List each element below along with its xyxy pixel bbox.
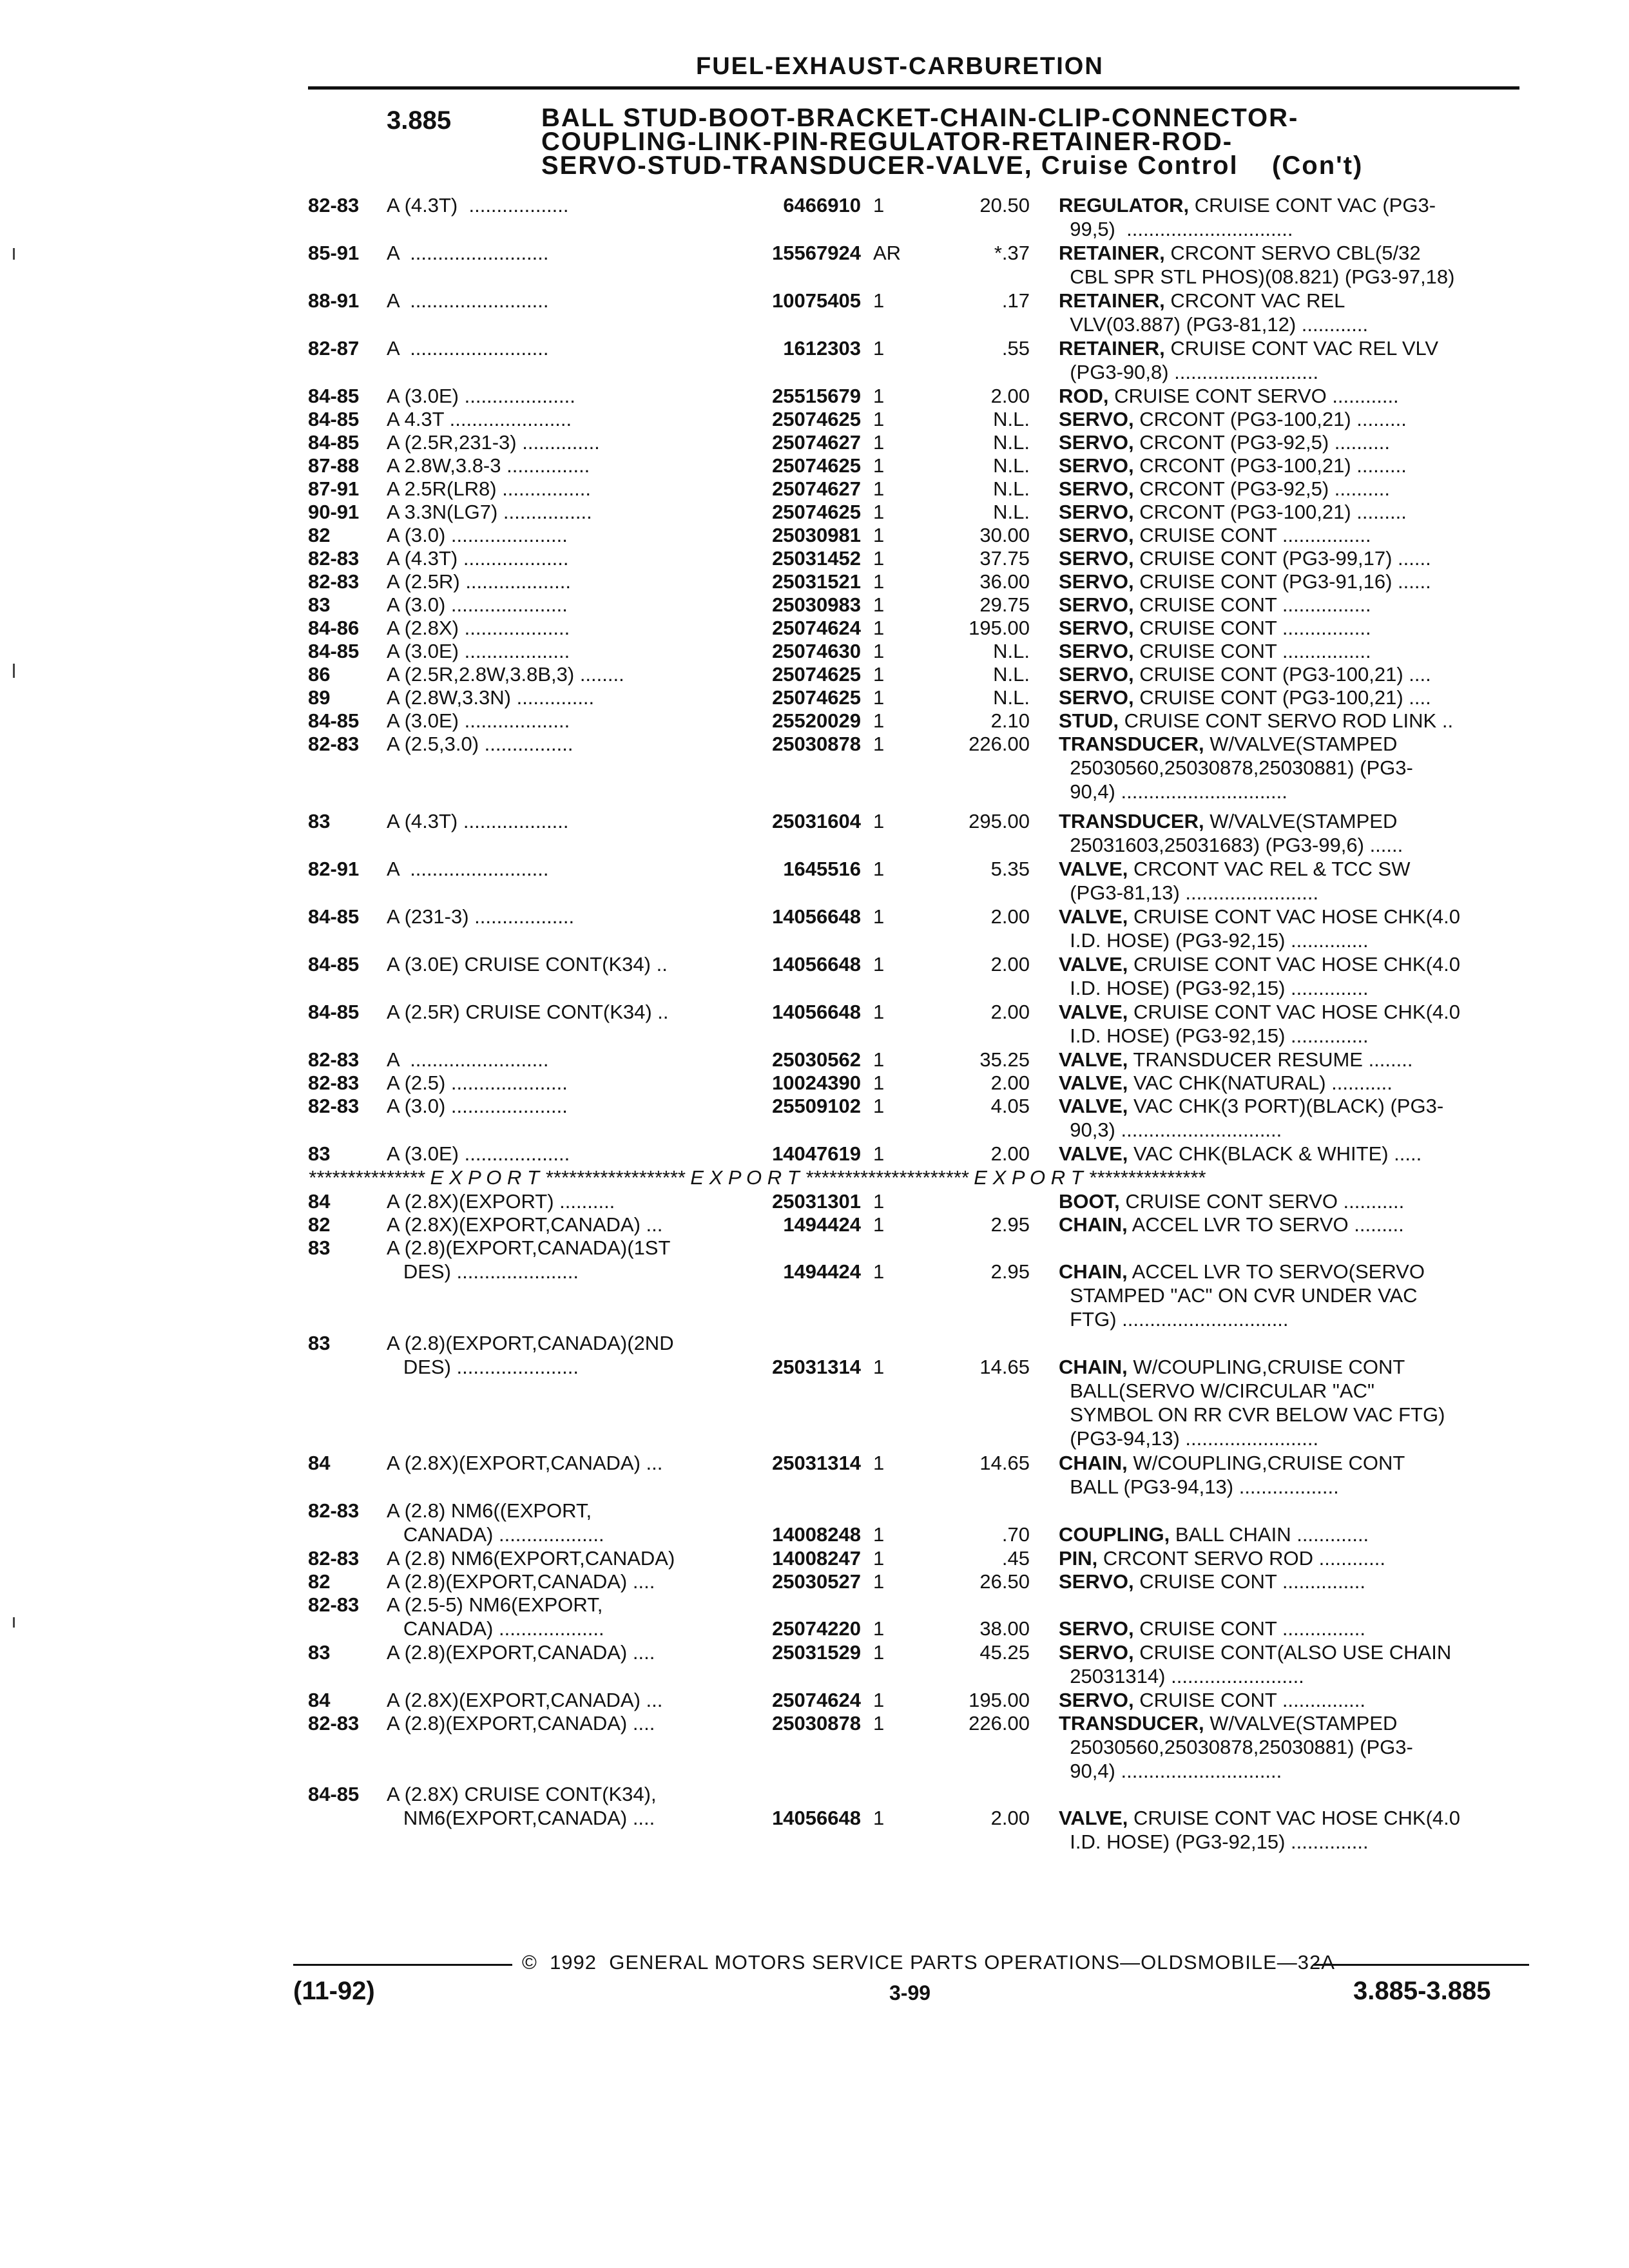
quantity: 1	[873, 431, 885, 454]
application-desc: A (2.8)(EXPORT,CANADA) ....	[387, 1570, 655, 1593]
part-number: 25031521	[772, 570, 861, 593]
price: 35.25	[979, 1048, 1030, 1071]
application-desc: A .........................	[387, 242, 549, 264]
price: 2.10	[990, 709, 1030, 732]
quantity: 1	[873, 501, 885, 523]
section-title-line2: COUPLING-LINK-PIN-REGULATOR-RETAINER-ROD-	[541, 128, 1233, 156]
quantity: 1	[873, 1452, 885, 1474]
part-name: SERVO, CRUISE CONT ...............	[1059, 1570, 1366, 1593]
part-name: SERVO, CRUISE CONT (PG3-100,21) ....	[1059, 686, 1431, 709]
part-name: TRANSDUCER, W/VALVE(STAMPED 25031603,25031683) (PG3-99,6) ......	[1059, 810, 1403, 856]
price: N.L.	[993, 663, 1030, 686]
model-year: 84-86	[308, 617, 360, 639]
part-name: SERVO, CRUISE CONT ................	[1059, 524, 1371, 546]
application-desc: A (2.5R,2.8W,3.8B,3) ........	[387, 663, 624, 686]
price: 45.25	[979, 1641, 1030, 1664]
part-number: 6466910	[783, 194, 861, 216]
part-name: CHAIN, ACCEL LVR TO SERVO .........	[1059, 1213, 1404, 1236]
price: 2.00	[990, 1072, 1030, 1094]
model-year: 82-83	[308, 1712, 360, 1735]
price: 30.00	[979, 524, 1030, 546]
model-year: 82-83	[308, 1048, 360, 1071]
part-number: 10024390	[772, 1072, 861, 1094]
export-divider: *************** E X P O R T ****************** E X P O R T ********************* E X P O R T ***************	[308, 1166, 1206, 1189]
part-number: 1645516	[783, 858, 861, 880]
model-year: 83	[308, 593, 331, 616]
part-number: 14056648	[772, 1807, 861, 1829]
part-number: 25031452	[772, 547, 861, 570]
part-number: 14008248	[772, 1523, 861, 1546]
model-year: 82-83	[308, 1095, 360, 1117]
quantity: 1	[873, 858, 885, 880]
part-number: 14047619	[772, 1142, 861, 1165]
footer-page-number: 3-99	[889, 1981, 931, 2004]
price: 226.00	[969, 733, 1030, 755]
part-name: VALVE, VAC CHK(BLACK & WHITE) .....	[1059, 1142, 1422, 1165]
quantity: 1	[873, 905, 885, 928]
quantity: 1	[873, 1095, 885, 1117]
price: .55	[1001, 337, 1030, 360]
application-desc: A (4.3T) ..................	[387, 194, 569, 216]
model-year: 84	[308, 1452, 331, 1474]
model-year: 83	[308, 1332, 331, 1354]
part-name: SERVO, CRUISE CONT ................	[1059, 640, 1371, 662]
price: N.L.	[993, 501, 1030, 523]
model-year: 82-87	[308, 337, 360, 360]
price: 4.05	[990, 1095, 1030, 1117]
price: 195.00	[969, 1689, 1030, 1711]
part-name: SERVO, CRUISE CONT (PG3-100,21) ....	[1059, 663, 1431, 686]
price: N.L.	[993, 408, 1030, 430]
price: 20.50	[979, 194, 1030, 216]
application-desc: A (2.5R,231-3) ..............	[387, 431, 600, 454]
part-number: 1494424	[783, 1213, 861, 1236]
application-desc: A (2.8) NM6((EXPORT, CANADA) ...................	[387, 1499, 604, 1546]
application-desc: A (2.8X)(EXPORT,CANADA) ...	[387, 1213, 663, 1236]
quantity: 1	[873, 617, 885, 639]
part-name: VALVE, CRCONT VAC REL & TCC SW (PG3-81,13) ........................	[1059, 858, 1411, 904]
model-year: 84-85	[308, 431, 360, 454]
model-year: 82	[308, 1213, 331, 1236]
model-year: 84	[308, 1689, 331, 1711]
quantity: 1	[873, 810, 885, 832]
model-year: 82	[308, 1570, 331, 1593]
part-name: TRANSDUCER, W/VALVE(STAMPED 25030560,25030878,25030881) (PG3- 90,4) ..............................	[1059, 733, 1413, 803]
model-year: 83	[308, 1641, 331, 1664]
application-desc: A (2.8)(EXPORT,CANADA)(1ST DES) ......................	[387, 1236, 671, 1283]
part-name: SERVO, CRUISE CONT (PG3-99,17) ......	[1059, 547, 1431, 570]
model-year: 82-83	[308, 1547, 360, 1570]
application-desc: A (2.5R) CRUISE CONT(K34) ..	[387, 1001, 669, 1023]
part-number: 25074625	[772, 454, 861, 477]
model-year: 82-91	[308, 858, 360, 880]
quantity: 1	[873, 663, 885, 686]
application-desc: A (4.3T) ...................	[387, 810, 569, 832]
footer-date: (11-92)	[293, 1977, 375, 2005]
part-number: 25030983	[772, 593, 861, 616]
model-year: 88-91	[308, 289, 360, 312]
price: N.L.	[993, 640, 1030, 662]
price: 2.00	[990, 905, 1030, 928]
part-number: 25030527	[772, 1570, 861, 1593]
part-number: 25074220	[772, 1617, 861, 1640]
quantity: 1	[873, 1001, 885, 1023]
section-title-line3: SERVO-STUD-TRANSDUCER-VALVE, Cruise Control (Con't)	[541, 151, 1364, 180]
quantity: 1	[873, 477, 885, 500]
model-year: 82-83	[308, 1593, 360, 1616]
application-desc: A (3.0E) ....................	[387, 385, 575, 407]
price: .70	[1001, 1523, 1030, 1546]
application-desc: A 2.8W,3.8-3 ...............	[387, 454, 590, 477]
price: 14.65	[979, 1356, 1030, 1378]
quantity: 1	[873, 1190, 885, 1213]
part-number: 25520029	[772, 709, 861, 732]
model-year: 89	[308, 686, 331, 709]
part-number: 15567924	[772, 242, 861, 264]
margin-mark	[13, 1617, 15, 1628]
application-desc: A (2.8X)(EXPORT,CANADA) ...	[387, 1452, 663, 1474]
model-year: 83	[308, 1236, 331, 1259]
price: .45	[1001, 1547, 1030, 1570]
model-year: 87-91	[308, 477, 360, 500]
quantity: 1	[873, 570, 885, 593]
application-desc: A (3.0E) ...................	[387, 1142, 570, 1165]
part-number: 25030878	[772, 733, 861, 755]
quantity: 1	[873, 1523, 885, 1546]
application-desc: A (2.8)(EXPORT,CANADA) ....	[387, 1712, 655, 1735]
quantity: 1	[873, 1712, 885, 1735]
application-desc: A (2.5R) ...................	[387, 570, 571, 593]
price: 5.35	[990, 858, 1030, 880]
quantity: 1	[873, 385, 885, 407]
quantity: 1	[873, 289, 885, 312]
model-year: 84-85	[308, 408, 360, 430]
model-year: 84-85	[308, 1001, 360, 1023]
part-number: 25031604	[772, 810, 861, 832]
quantity: 1	[873, 1641, 885, 1664]
price: N.L.	[993, 686, 1030, 709]
part-number: 25074625	[772, 686, 861, 709]
application-desc: A (4.3T) ...................	[387, 547, 569, 570]
model-year: 84	[308, 1190, 331, 1213]
part-number: 25515679	[772, 385, 861, 407]
part-name: REGULATOR, CRUISE CONT VAC (PG3- 99,5) ..............................	[1059, 194, 1436, 240]
part-number: 14008247	[772, 1547, 861, 1570]
application-desc: A 4.3T ......................	[387, 408, 572, 430]
application-desc: A (3.0) .....................	[387, 593, 568, 616]
part-number: 25074630	[772, 640, 861, 662]
part-number: 25030981	[772, 524, 861, 546]
part-number: 25074624	[772, 617, 861, 639]
application-desc: A (2.8) NM6(EXPORT,CANADA)	[387, 1547, 675, 1570]
part-number: 25030878	[772, 1712, 861, 1735]
quantity: 1	[873, 1617, 885, 1640]
quantity: 1	[873, 593, 885, 616]
price: 2.00	[990, 1807, 1030, 1829]
model-year: 90-91	[308, 501, 360, 523]
model-year: 82-83	[308, 194, 360, 216]
part-number: 25509102	[772, 1095, 861, 1117]
price: 2.00	[990, 385, 1030, 407]
footer-copyright: © 1992 GENERAL MOTORS SERVICE PARTS OPERATIONS—OLDSMOBILE—32A	[522, 1951, 1335, 1974]
part-number: 25031314	[772, 1452, 861, 1474]
price: 2.00	[990, 953, 1030, 975]
application-desc: A (2.5,3.0) ................	[387, 733, 574, 755]
application-desc: A (3.0E) ...................	[387, 709, 570, 732]
part-number: 1494424	[783, 1260, 861, 1283]
price: 295.00	[969, 810, 1030, 832]
part-number: 25031301	[772, 1190, 861, 1213]
price: 2.95	[990, 1213, 1030, 1236]
model-year: 82-83	[308, 547, 360, 570]
model-year: 82	[308, 524, 331, 546]
price: .17	[1001, 289, 1030, 312]
quantity: 1	[873, 1547, 885, 1570]
application-desc: A (2.8)(EXPORT,CANADA) ....	[387, 1641, 655, 1664]
part-name: SERVO, CRUISE CONT ................	[1059, 593, 1371, 616]
application-desc: A 2.5R(LR8) ................	[387, 477, 591, 500]
application-desc: A (3.0E) ...................	[387, 640, 570, 662]
price: 2.00	[990, 1001, 1030, 1023]
part-name: VALVE, CRUISE CONT VAC HOSE CHK(4.0 I.D. HOSE) (PG3-92,15) ..............	[1059, 1001, 1460, 1047]
price: 226.00	[969, 1712, 1030, 1735]
part-number: 14056648	[772, 953, 861, 975]
part-name: SERVO, CRUISE CONT ................	[1059, 617, 1371, 639]
part-number: 25074624	[772, 1689, 861, 1711]
part-number: 25030562	[772, 1048, 861, 1071]
model-year: 84-85	[308, 1783, 360, 1805]
part-name: VALVE, CRUISE CONT VAC HOSE CHK(4.0 I.D. HOSE) (PG3-92,15) ..............	[1059, 905, 1460, 952]
application-desc: A (3.0) .....................	[387, 524, 568, 546]
margin-mark	[13, 664, 15, 678]
quantity: 1	[873, 194, 885, 216]
application-desc: A (2.8X)(EXPORT) ..........	[387, 1190, 615, 1213]
model-year: 82-83	[308, 733, 360, 755]
quantity: 1	[873, 337, 885, 360]
price: 195.00	[969, 617, 1030, 639]
footer-section-range: 3.885-3.885	[1353, 1977, 1491, 2005]
section-title	[541, 106, 1363, 178]
part-name: CHAIN, ACCEL LVR TO SERVO(SERVO STAMPED "AC" ON CVR UNDER VAC FTG) ..............................	[1059, 1260, 1425, 1331]
quantity: 1	[873, 1689, 885, 1711]
quantity: 1	[873, 1213, 885, 1236]
application-desc: A (2.5-5) NM6(EXPORT, CANADA) ...................	[387, 1593, 604, 1640]
part-name: SERVO, CRCONT (PG3-100,21) .........	[1059, 454, 1407, 477]
quantity: 1	[873, 686, 885, 709]
model-year: 84-85	[308, 640, 360, 662]
part-name: SERVO, CRUISE CONT (PG3-91,16) ......	[1059, 570, 1431, 593]
part-number: 14056648	[772, 905, 861, 928]
quantity: 1	[873, 1072, 885, 1094]
price: 37.75	[979, 547, 1030, 570]
quantity: 1	[873, 1570, 885, 1593]
page-header: FUEL-EXHAUST-CARBURETION	[696, 53, 1104, 80]
model-year: 82-83	[308, 1499, 360, 1522]
quantity: 1	[873, 454, 885, 477]
price: 38.00	[979, 1617, 1030, 1640]
quantity: 1	[873, 1807, 885, 1829]
part-number: 10075405	[772, 289, 861, 312]
quantity: 1	[873, 524, 885, 546]
quantity: 1	[873, 408, 885, 430]
price: 26.50	[979, 1570, 1030, 1593]
price: *.37	[994, 242, 1030, 264]
section-title-line1: BALL STUD-BOOT-BRACKET-CHAIN-CLIP-CONNECTOR-	[541, 104, 1299, 132]
price: 14.65	[979, 1452, 1030, 1474]
application-desc: A .........................	[387, 289, 549, 312]
part-name: VALVE, CRUISE CONT VAC HOSE CHK(4.0 I.D. HOSE) (PG3-92,15) ..............	[1059, 1807, 1460, 1853]
application-desc: A (3.0) .....................	[387, 1095, 568, 1117]
footer-rule-right	[1313, 1964, 1529, 1966]
part-name: ROD, CRUISE CONT SERVO ............	[1059, 385, 1399, 407]
model-year: 84-85	[308, 709, 360, 732]
quantity: AR	[873, 242, 901, 264]
part-name: CHAIN, W/COUPLING,CRUISE CONT BALL(SERVO W/CIRCULAR "AC" SYMBOL ON RR CVR BELOW VAC FTG) (PG3-94,13) ........................	[1059, 1356, 1445, 1450]
part-name: RETAINER, CRUISE CONT VAC REL VLV (PG3-90,8) ..........................	[1059, 337, 1439, 383]
quantity: 1	[873, 953, 885, 975]
price: 29.75	[979, 593, 1030, 616]
footer-rule-left	[293, 1964, 512, 1966]
model-year: 87-88	[308, 454, 360, 477]
price: N.L.	[993, 431, 1030, 454]
part-name: SERVO, CRUISE CONT ...............	[1059, 1617, 1366, 1640]
part-number: 25031529	[772, 1641, 861, 1664]
part-name: CHAIN, W/COUPLING,CRUISE CONT BALL (PG3-94,13) ..................	[1059, 1452, 1405, 1498]
quantity: 1	[873, 1142, 885, 1165]
application-desc: A (2.8X)(EXPORT,CANADA) ...	[387, 1689, 663, 1711]
model-year: 82-83	[308, 570, 360, 593]
part-name: SERVO, CRCONT (PG3-100,21) .........	[1059, 501, 1407, 523]
application-desc: A 3.3N(LG7) ................	[387, 501, 592, 523]
part-name: SERVO, CRCONT (PG3-100,21) .........	[1059, 408, 1407, 430]
quantity: 1	[873, 1260, 885, 1283]
part-number: 25074627	[772, 431, 861, 454]
application-desc: A .........................	[387, 337, 549, 360]
model-year: 86	[308, 663, 331, 686]
application-desc: A (2.5) .....................	[387, 1072, 568, 1094]
margin-mark	[13, 248, 15, 260]
application-desc: A (3.0E) CRUISE CONT(K34) ..	[387, 953, 668, 975]
price: 2.95	[990, 1260, 1030, 1283]
quantity: 1	[873, 547, 885, 570]
model-year: 84-85	[308, 385, 360, 407]
price: N.L.	[993, 454, 1030, 477]
price: 36.00	[979, 570, 1030, 593]
part-name: VALVE, TRANSDUCER RESUME ........	[1059, 1048, 1413, 1071]
quantity: 1	[873, 640, 885, 662]
part-number: 14056648	[772, 1001, 861, 1023]
part-number: 25074627	[772, 477, 861, 500]
part-name: TRANSDUCER, W/VALVE(STAMPED 25030560,25030878,25030881) (PG3- 90,4) .............................	[1059, 1712, 1413, 1782]
quantity: 1	[873, 709, 885, 732]
quantity: 1	[873, 1048, 885, 1071]
part-name: COUPLING, BALL CHAIN .............	[1059, 1523, 1369, 1546]
quantity: 1	[873, 733, 885, 755]
part-name: VALVE, CRUISE CONT VAC HOSE CHK(4.0 I.D. HOSE) (PG3-92,15) ..............	[1059, 953, 1460, 999]
application-desc: A (2.8X) CRUISE CONT(K34), NM6(EXPORT,CANADA) ....	[387, 1783, 657, 1829]
model-year: 84-85	[308, 953, 360, 975]
application-desc: A .........................	[387, 858, 549, 880]
price: 2.00	[990, 1142, 1030, 1165]
part-name: BOOT, CRUISE CONT SERVO ...........	[1059, 1190, 1405, 1213]
application-desc: A .........................	[387, 1048, 549, 1071]
part-number: 25074625	[772, 501, 861, 523]
section-number: 3.885	[387, 106, 452, 135]
application-desc: A (2.8W,3.3N) ..............	[387, 686, 595, 709]
application-desc: A (2.8)(EXPORT,CANADA)(2ND DES) ......................	[387, 1332, 674, 1378]
part-name: SERVO, CRCONT (PG3-92,5) ..........	[1059, 477, 1390, 500]
model-year: 83	[308, 1142, 331, 1165]
part-name: SERVO, CRUISE CONT(ALSO USE CHAIN 25031314) ........................	[1059, 1641, 1452, 1687]
model-year: 84-85	[308, 905, 360, 928]
part-number: 25074625	[772, 408, 861, 430]
application-desc: A (231-3) ..................	[387, 905, 575, 928]
application-desc: A (2.8X) ...................	[387, 617, 570, 639]
part-name: VALVE, VAC CHK(3 PORT)(BLACK) (PG3- 90,3) .............................	[1059, 1095, 1444, 1141]
part-name: SERVO, CRUISE CONT ...............	[1059, 1689, 1366, 1711]
part-name: VALVE, VAC CHK(NATURAL) ...........	[1059, 1072, 1393, 1094]
part-number: 1612303	[783, 337, 861, 360]
model-year: 82-83	[308, 1072, 360, 1094]
quantity: 1	[873, 1356, 885, 1378]
model-year: 83	[308, 810, 331, 832]
part-name: STUD, CRUISE CONT SERVO ROD LINK ..	[1059, 709, 1454, 732]
part-name: RETAINER, CRCONT SERVO CBL(5/32 CBL SPR STL PHOS)(08.821) (PG3-97,18)	[1059, 242, 1455, 288]
part-number: 25031314	[772, 1356, 861, 1378]
model-year: 85-91	[308, 242, 360, 264]
header-rule	[308, 86, 1519, 90]
part-name: PIN, CRCONT SERVO ROD ............	[1059, 1547, 1385, 1570]
part-name: RETAINER, CRCONT VAC REL VLV(03.887) (PG3-81,12) ............	[1059, 289, 1369, 336]
part-number: 25074625	[772, 663, 861, 686]
part-name: SERVO, CRCONT (PG3-92,5) ..........	[1059, 431, 1390, 454]
price: N.L.	[993, 477, 1030, 500]
